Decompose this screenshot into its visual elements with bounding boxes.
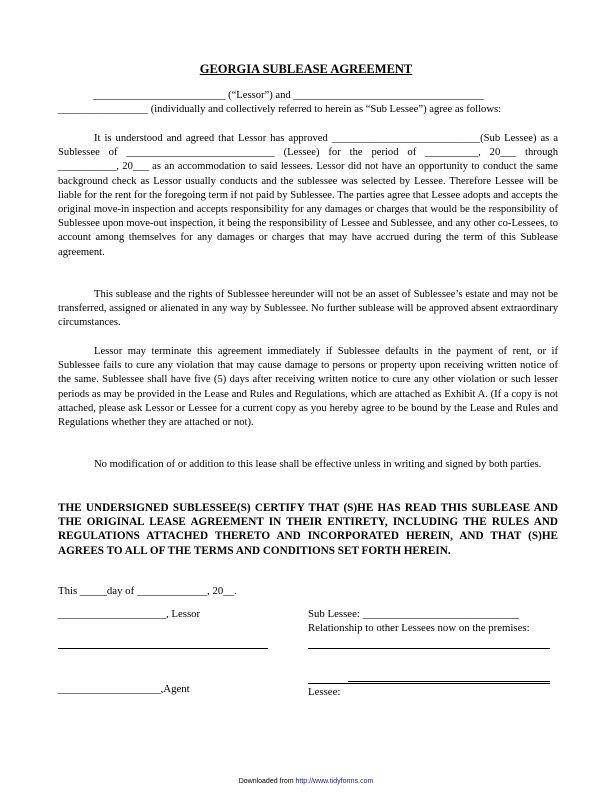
certification-statement: THE UNDERSIGNED SUBLESSEE(S) CERTIFY THAT (S)HE HAS READ THIS SUBLEASE AND THE ORIGINAL LEASE AGREEMENT IN THEIR ENTIRETY, INCLUDING THE RULES AND REGULATIONS ATTACHED THERETO AND INCORPORATED HEREIN, AND THAT (S)HE AGREES TO ALL OF THE TERMS AND CONDITIONS SET FORTH HEREIN. xyxy=(58,502,558,557)
paragraph-approval xyxy=(58,132,558,260)
lessor-signature-line xyxy=(58,608,200,620)
paragraph-modification xyxy=(58,458,558,472)
parties-line-2-text: (individually and collectively referred to herein as “Sub Lessee”) agree as follows: xyxy=(148,104,502,115)
signature-rule-left[interactable] xyxy=(58,648,268,649)
paragraph-modification-text: No modification of or addition to this lease shall be effective unless in writing and signed by both parties. xyxy=(94,459,542,470)
lessee-signature-rule[interactable] xyxy=(348,681,550,682)
signature-rule-right[interactable] xyxy=(308,648,550,649)
lessor-signature-blank[interactable]: ____________________ xyxy=(58,608,166,620)
parties-line-1 xyxy=(93,89,484,102)
paragraph-approval-text: It is understood and agreed that Lessor has approved ____________________________(Sub Lessee) as a Sublessee of ____________________________ (Lessee) for the period of __________, 20___ through ___________, 20___ as an accommodation to said lessees. Lessor did not have an opportunity to conduct the same background check as Lessor usually conducts and the sublessee was selected by Lessee. Therefore Lessee will be liable for the rent for the foregoing term if not paid by Sublessee. The parties agree that Lessee adopts and accepts the original move-in inspection and accepts responsibility for any damages or charges that would be the responsibility of Sublessee upon move-out inspection, it being the responsibility of Lessee and Sublessee, and any other co-Lessees, to account among themselves for any damages or charges that may have accrued during the term of this Sublease agreement. xyxy=(58,133,558,258)
lessee-signature-rule-lower[interactable] xyxy=(308,683,550,684)
agent-signature-label: ,Agent xyxy=(160,683,190,695)
footer-prefix: Downloaded from xyxy=(238,778,296,785)
footer-link[interactable]: http://www.tidyforms.com xyxy=(295,778,374,785)
parties-line-2 xyxy=(58,103,501,116)
lessor-signature-label: , Lessor xyxy=(165,608,201,620)
sublessee-signature-line[interactable]: Sub Lessee: _____________________________ xyxy=(308,608,520,620)
document-title: GEORGIA SUBLEASE AGREEMENT xyxy=(199,62,413,76)
paragraph-transfer-text: This sublease and the rights of Sublessee hereunder will not be an asset of Sublessee’s estate and may not be transferred, assigned or alienated in any way by Sublessee. No further sublease will be approved absent extraordinary circumstances. xyxy=(58,289,558,329)
footer xyxy=(0,778,612,785)
lessee-label: Lessee: xyxy=(308,686,341,698)
date-line[interactable]: This _____day of _____________, 20__. xyxy=(58,585,237,597)
agent-signature-blank[interactable]: ___________________ xyxy=(58,683,161,695)
lessee-name-blank[interactable]: ____________________________________ xyxy=(293,90,485,101)
agent-signature-line xyxy=(58,683,190,695)
lessor-name-blank[interactable]: _________________________ xyxy=(93,90,226,101)
paragraph-transfer xyxy=(58,288,558,331)
paragraph-termination-text: Lessor may terminate this agreement immediately if Sublessee defaults in the payment of rent, or if Sublessee fails to cure any violation that may cause damage to persons or property upon receiving written notice of the same. Sublessee shall have five (5) days after receiving written notice to cure any other violation or such lesser periods as may be provided in the Lease and Rules and Regulations, which are attached as Exhibit A. (If a copy is not attached, please ask Lessor or Lessee for a current copy as you hereby agree to be bound by the Lease and Rules and Regulations whether they are attached or not). xyxy=(58,346,558,429)
lessor-label: (“Lessor”) and xyxy=(225,90,294,101)
relationship-label: Relationship to other Lessees now on the premises: xyxy=(308,622,530,634)
paragraph-termination xyxy=(58,345,558,430)
sublessee-name-blank[interactable]: _________________ xyxy=(58,104,149,115)
